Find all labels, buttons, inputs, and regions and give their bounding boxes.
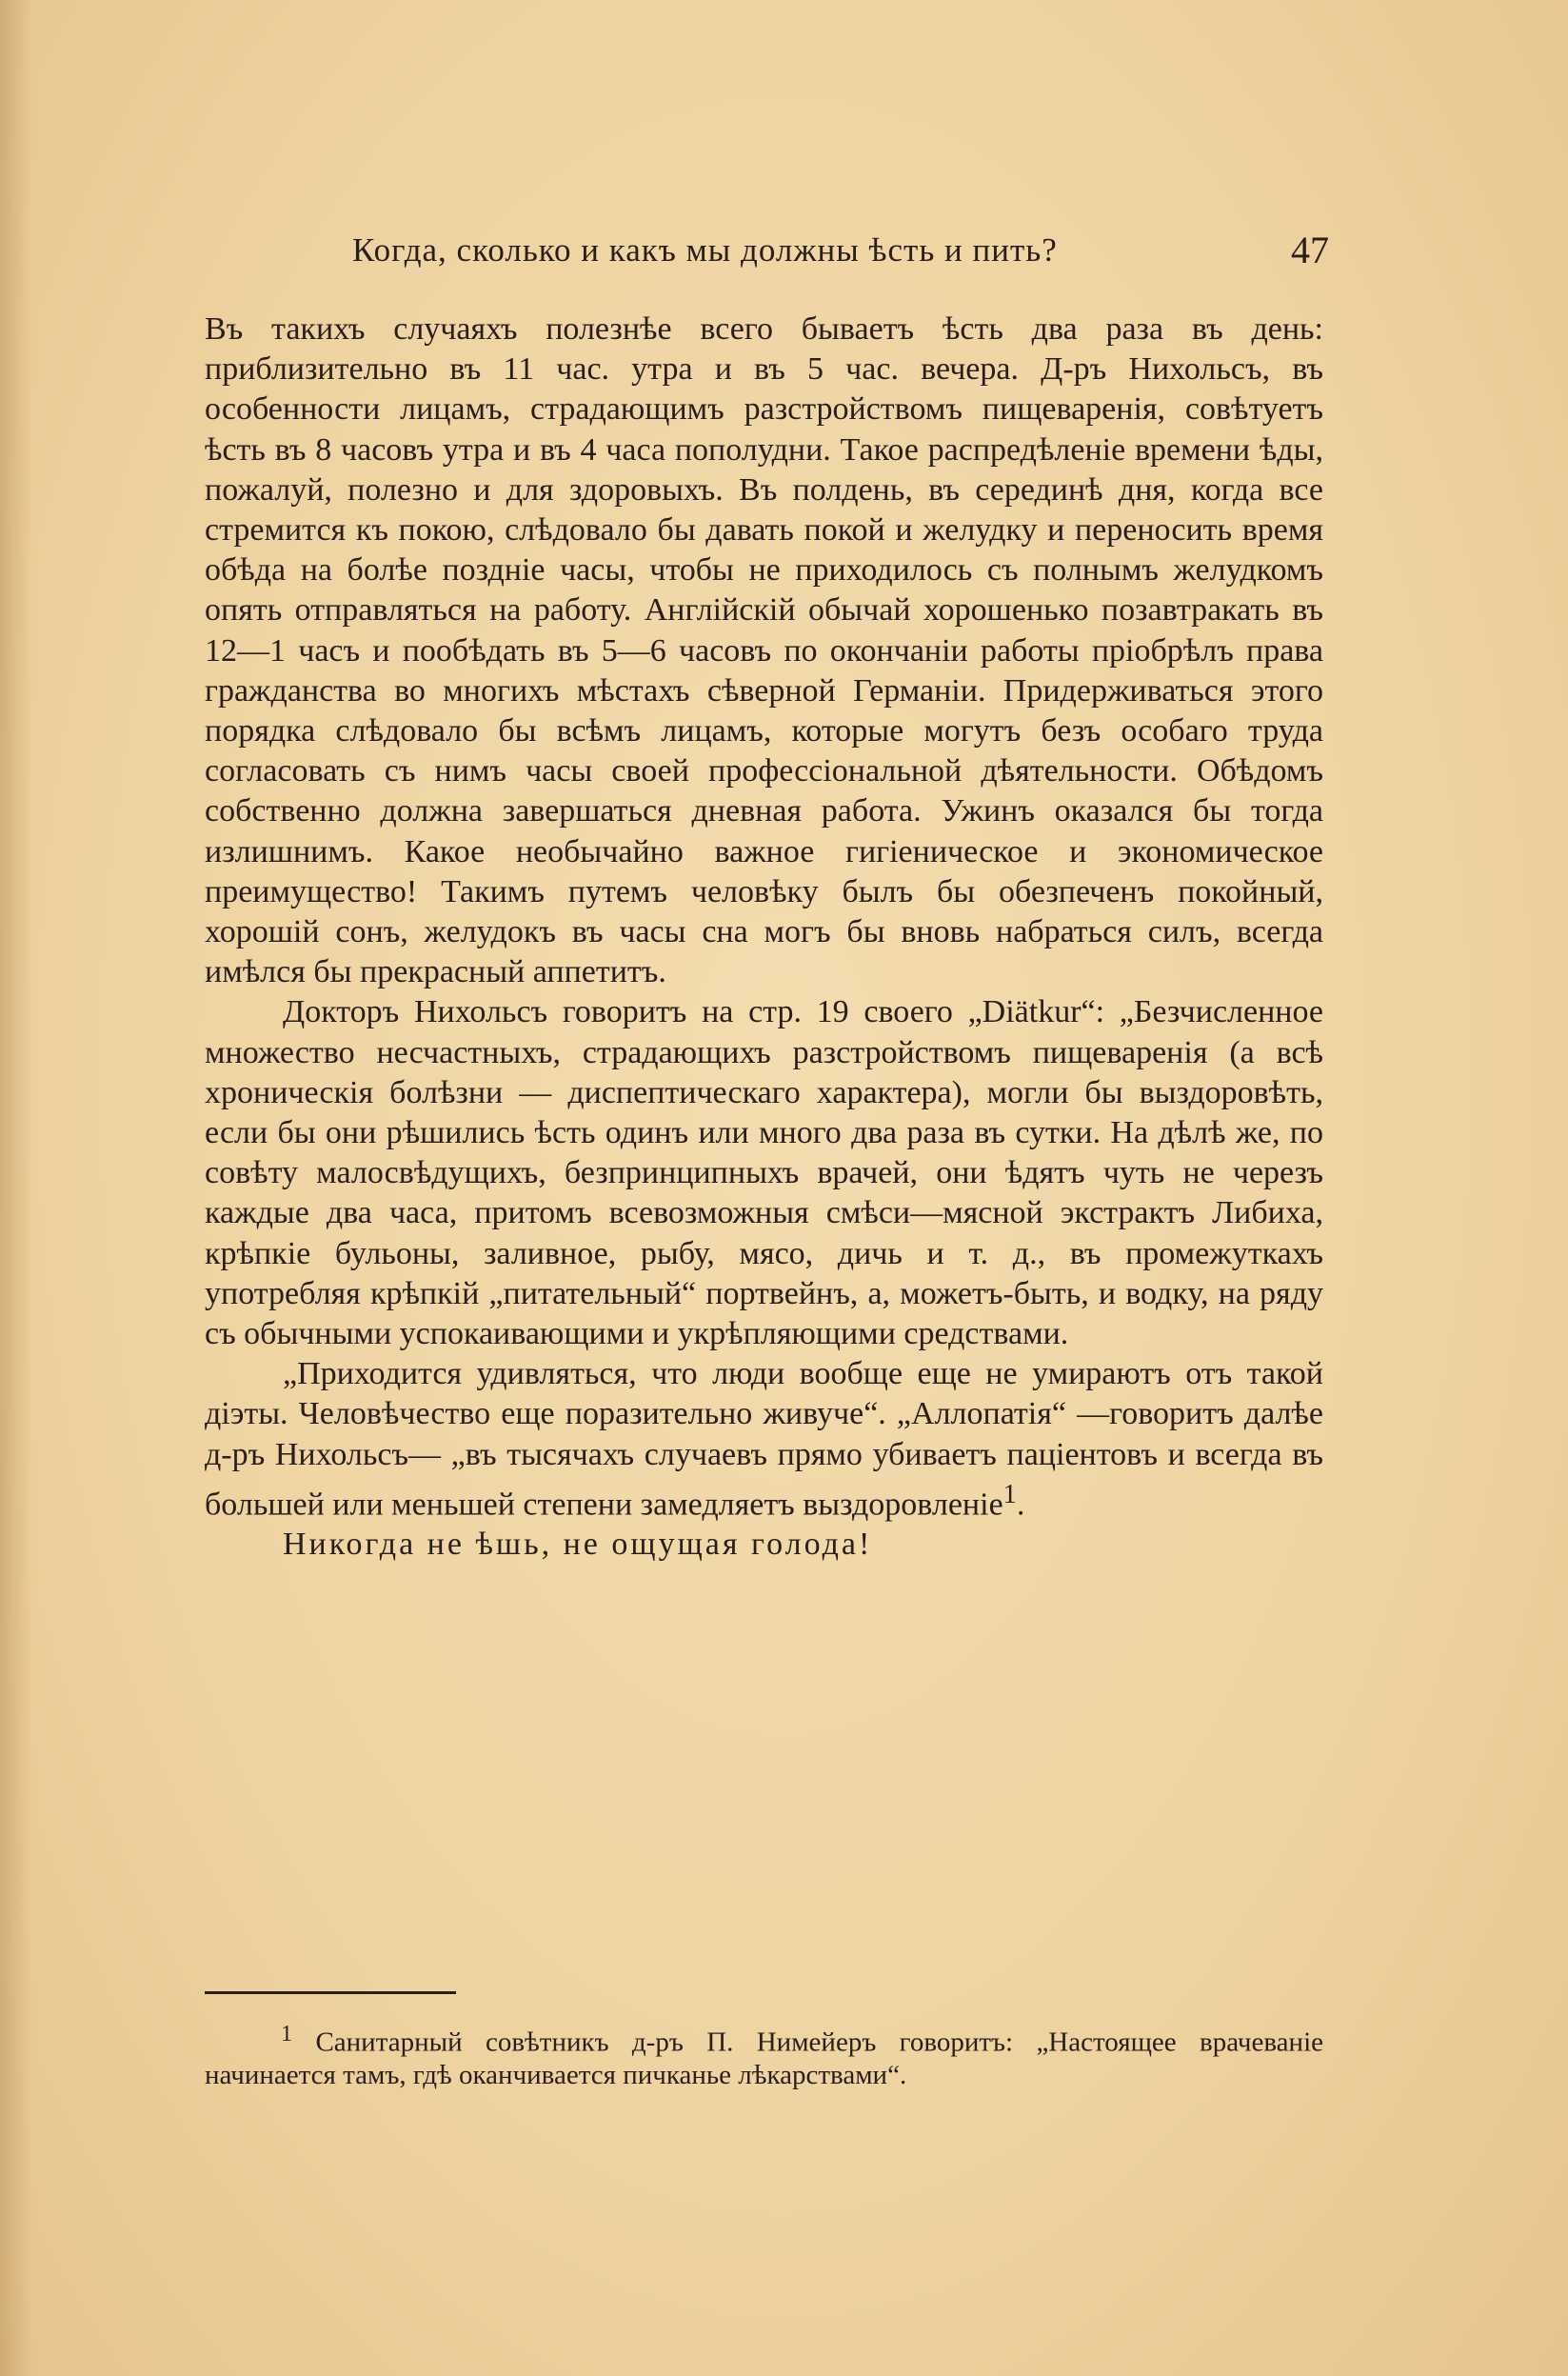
page-header (352, 227, 1329, 274)
page-gutter-shadow (0, 0, 32, 2376)
footnote-number: 1 (281, 2021, 293, 2047)
running-head: Когда, сколько и какъ мы должны ѣсть и пить? (352, 231, 1058, 269)
paragraph: Въ такихъ случаяхъ полезнѣе всего бываетъ ѣсть два раза въ день: приблизительно въ 11 час. утра и въ 5 час. вечера. Д-ръ Нихольсъ, въ особенности лицамъ, страдающимъ разстройствомъ пищеваренія, совѣтуетъ ѣсть въ 8 часовъ утра и въ 4 часа пополудни. Такое распредѣленіе времени ѣды, пожалуй, полезно и для здоровыхъ. Въ полдень, въ серединѣ дня, когда все стремится къ покою, слѣдовало бы давать покой и желудку и переносить время обѣда на болѣе поздніе часы, чтобы не приходилось съ полнымъ желудкомъ опять отправляться на работу. Англійскій обычай хорошенько позавтракать въ 12—1 часъ и пообѣдать въ 5—6 часовъ по окончаніи работы пріобрѣлъ права гражданства во многихъ мѣстахъ сѣверной Германіи. Придерживаться этого порядка слѣдовало бы всѣмъ лицамъ, которые могутъ безъ особаго труда согласовать съ нимъ часы своей профессіональной дѣятельности. Обѣдомъ собственно должна завершаться дневная работа. Ужинъ оказался бы тогда излишнимъ. Какое необычайно важное гигіеническое и экономическое преимущество! Такимъ путемъ человѣку былъ бы обезпеченъ покойный, хорошій сонъ, желудокъ въ часы сна могъ бы вновь набраться силъ, всегда имѣлся бы прекрасный аппетитъ. (205, 311, 1323, 990)
sentence-end: . (1016, 1487, 1025, 1523)
emphasized-maxim: Никогда не ѣшь, не ощущая голода! (283, 1527, 873, 1563)
footnote-separator (205, 1991, 456, 1994)
main-text (205, 309, 1323, 1566)
paragraph-text: „Приходится удивляться, что люди вообще еще не умираютъ отъ такой діэты. Человѣчество еще поразительно живуче“. „Аллопатія“ —говоритъ далѣе д-ръ Нихольсъ— „въ тысячахъ случаевъ прямо убиваетъ паціентовъ и всегда въ большей или меньшей степени замедляетъ выздоровленіе (205, 1356, 1323, 1523)
page-number: 47 (1291, 229, 1329, 271)
paragraph: Докторъ Нихольсъ говоритъ на стр. 19 своего „Diätkur“: „Безчисленное множество несчастныхъ, страдающихъ разстройствомъ пищеваренія (а всѣ хроническія болѣзни — диспептическаго характера), могли бы выздоровѣть, если бы они рѣшились ѣсть одинъ или много два раза въ сутки. На дѣлѣ же, по совѣту малосвѣдущихъ, безпринципныхъ врачей, они ѣдятъ чуть не черезъ каждые два часа, притомъ всевозможныя смѣси—мясной экстрактъ Либиха, крѣпкіе бульоны, заливное, рыбу, мясо, дичь и т. д., въ промежуткахъ употребляя крѣпкій „питательный“ портвейнъ, а, можетъ-быть, и водку, на ряду съ обычными успокаивающими и укрѣпляющими средствами. (205, 994, 1323, 1352)
footnote-text: Санитарный совѣтникъ д-ръ П. Нимейеръ говоритъ: „Настоящее врачеваніе начинается тамъ, гдѣ оканчивается пичканье лѣкарствами“. (205, 2027, 1323, 2090)
footnote (205, 2018, 1323, 2091)
footnote-reference: 1 (1002, 1479, 1017, 1509)
paragraph (205, 1354, 1323, 1525)
